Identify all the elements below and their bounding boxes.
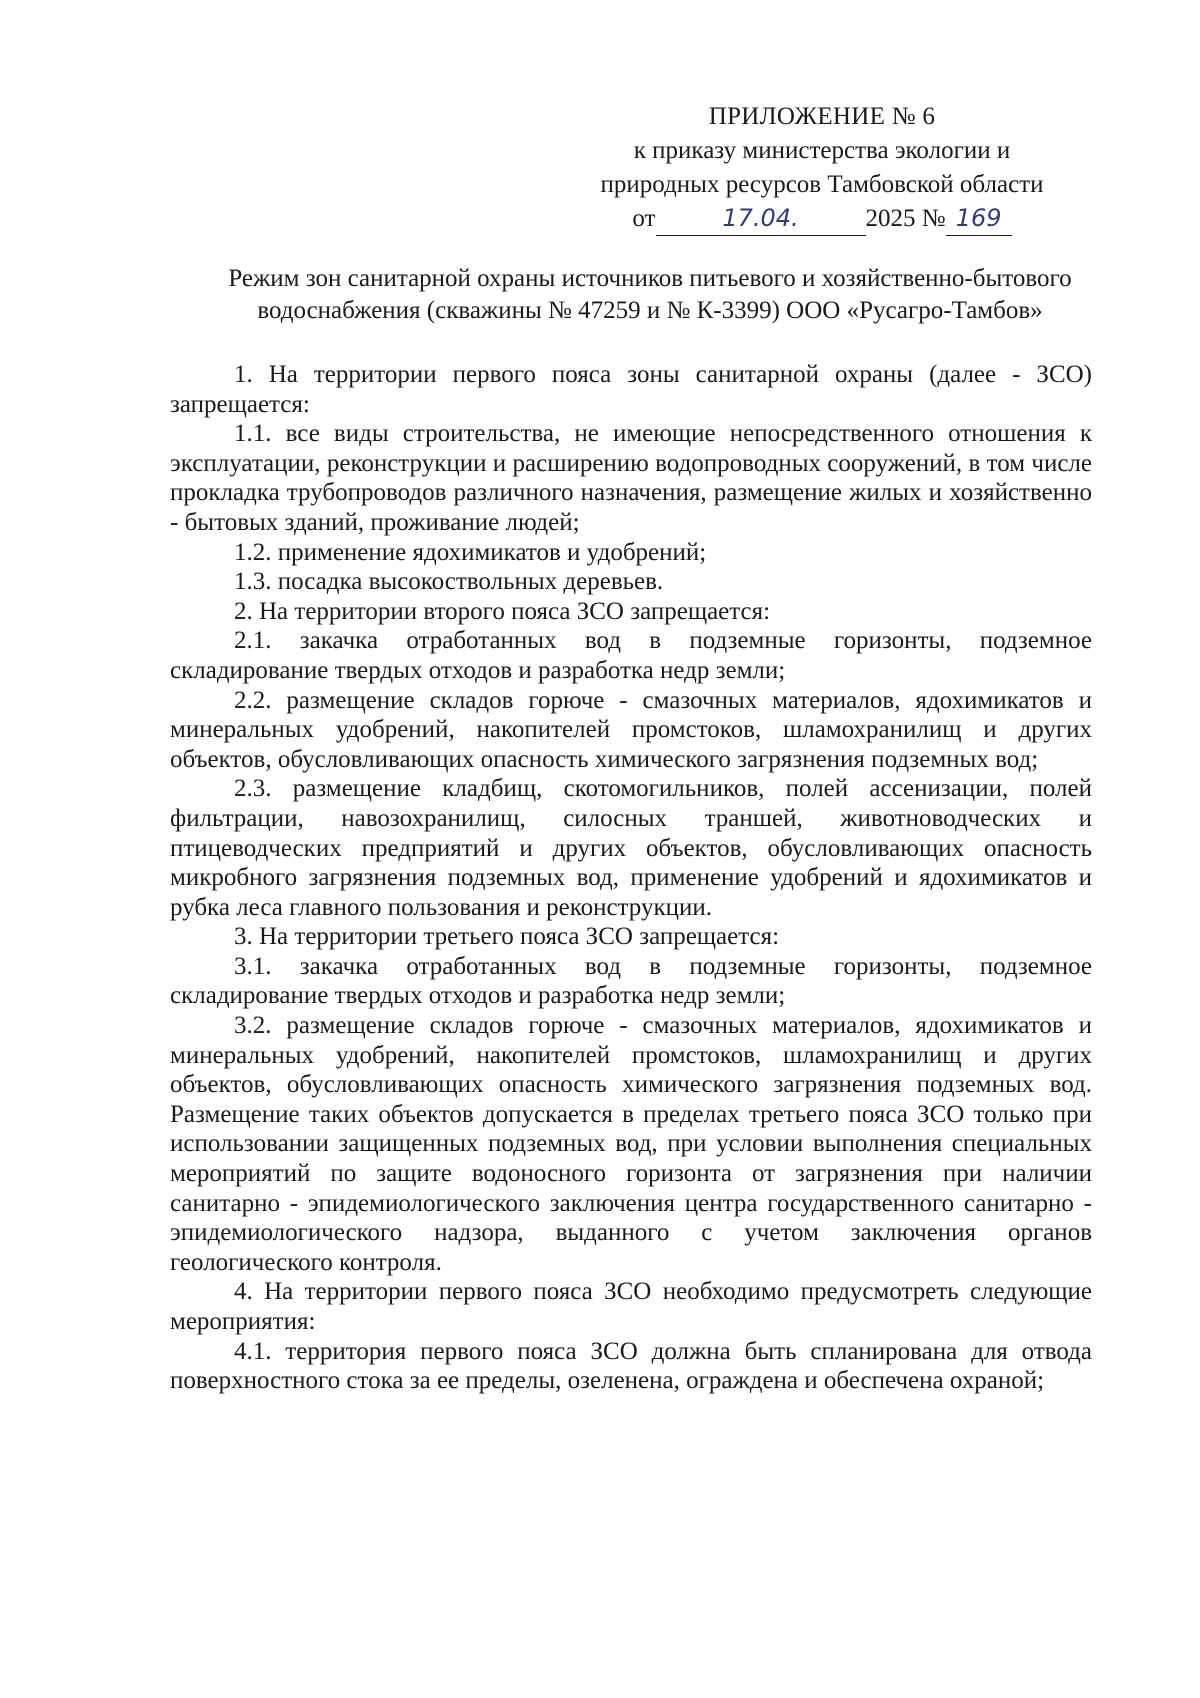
appendix-line-1: к приказу министерства экологии и (633, 137, 1011, 164)
paragraph-2-1: 2.1. закачка отработанных вод в подземные горизонты, подземное складирование твердых отходов и разработка недр земли; (170, 627, 1092, 684)
handwritten-date: 17.04. (722, 204, 799, 232)
paragraph-2: 2. На территории второго пояса ЗСО запрещается: (234, 597, 771, 625)
paragraph-3-2: 3.2. размещение складов горюче - смазочных материалов, ядохимикатов и минеральных удобрений, накопителей промстоков, шламохранилищ и других объектов, обусловливающих опасность химического загрязнения подземных вод. Размещение таких объектов допускается в пределах третьего пояса ЗСО только при использовании защищенных подземных вод, при условии выполнения специальных мероприятий по защите водоносного горизонта от загрязнения при наличии санитарно - эпидемиологического заключения центра государственного санитарно - эпидемиологического надзора, выданного с учетом заключения органов геологического контроля. (170, 1012, 1092, 1276)
number-blank (946, 203, 1012, 236)
appendix-title: ПРИЛОЖЕНИЕ № 6 (708, 103, 936, 130)
document-body (170, 360, 1092, 1396)
year-label: 2025 № (865, 205, 946, 232)
appendix-header (562, 100, 1082, 236)
paragraph-3: 3. На территории третьего пояса ЗСО запрещается: (234, 923, 780, 951)
appendix-date-line (562, 202, 1082, 236)
paragraph-1-1: 1.1. все виды строительства, не имеющие непосредственного отношения к эксплуатации, реконструкции и расширению водопроводных сооружений, в том числе прокладка трубопроводов различного назначения, размещение жилых и хозяйственно - бытовых зданий, проживание людей; (170, 420, 1092, 536)
appendix-line-2: природных ресурсов Тамбовской области (600, 171, 1044, 198)
date-prefix: от (632, 205, 656, 232)
handwritten-number: 169 (955, 204, 1002, 232)
paragraph-1: 1. На территории первого пояса зоны санитарной охраны (далее - ЗСО) запрещается: (170, 361, 1092, 418)
date-blank (656, 203, 866, 236)
paragraph-4-1: 4.1. территория первого пояса ЗСО должна быть спланирована для отвода поверхностного стока за ее пределы, озеленена, ограждена и обеспечена охраной; (170, 1337, 1092, 1395)
paragraph-3-1: 3.1. закачка отработанных вод в подземные горизонты, подземное складирование твердых отходов и разработка недр земли; (170, 952, 1092, 1010)
paragraph-2-2: 2.2. размещение складов горюче - смазочных материалов, ядохимикатов и минеральных удобрений, накопителей промстоков, шламохранилищ и других объектов, обусловливающих опасность химического загрязнения подземных вод; (170, 686, 1092, 773)
paragraph-1-2: 1.2. применение ядохимикатов и удобрений; (234, 538, 707, 566)
document-title: Режим зон санитарной охраны источников питьевого и хозяйственно-бытового водоснабжения (скважины № 47259 и № К-3399) ООО «Русагро-Тамбов» (228, 265, 1072, 324)
paragraph-2-3: 2.3. размещение кладбищ, скотомогильников, полей ассенизации, полей фильтрации, навозохранилищ, силосных траншей, животноводческих и птицеводческих предприятий и других объектов, обусловливающих опасность микробного загрязнения подземных вод, применение удобрений и ядохимикатов и рубка леса главного пользования и реконструкции. (170, 775, 1092, 921)
paragraph-1-3: 1.3. посадка высокоствольных деревьев. (234, 568, 664, 596)
paragraph-4: 4. На территории первого пояса ЗСО необходимо предусмотреть следующие мероприятия: (170, 1278, 1092, 1335)
